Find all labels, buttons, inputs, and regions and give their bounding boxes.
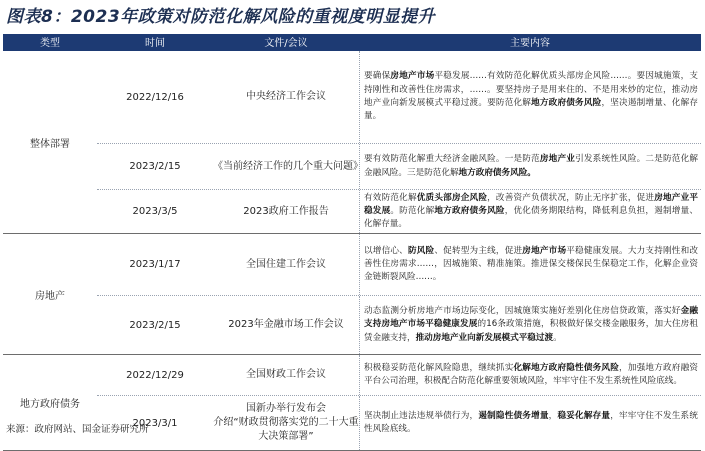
content-emphasis: 地方政府债务风险 [531, 98, 602, 108]
document-cell [213, 396, 359, 450]
table-row [97, 143, 701, 189]
content-text: 。 [553, 332, 562, 343]
content-emphasis: 地方政府债务风险。 [458, 167, 536, 178]
table-row [97, 355, 701, 395]
table-row [97, 51, 701, 143]
content-text: ，加强地方政府融资平台公司治理，积极配合防范化解重要领域风险，牢牢守住不发生系统性风险底线。 [364, 362, 698, 386]
content-cell [359, 296, 701, 354]
content-emphasis: 房地产业平稳发展 [364, 192, 698, 216]
content-cell [359, 190, 701, 233]
content-emphasis: 稳妥化解存量 [557, 410, 611, 421]
table-row [97, 295, 701, 354]
date-cell: 2022/12/29 [126, 369, 184, 381]
content-emphasis: 化解地方政府隐性债务风险 [513, 362, 620, 373]
category-cell: 地方政府债务 [20, 399, 80, 410]
date-cell: 2022/12/16 [126, 91, 184, 103]
content-emphasis: 金融支持房地产市场平稳健康发展 [364, 306, 698, 330]
date-cell: 2023/3/5 [132, 206, 178, 217]
content-text: 要确保 [364, 71, 391, 82]
content-cell [359, 51, 701, 143]
content-emphasis: 优质头部房企风险 [416, 192, 488, 203]
content-text: 积极稳妥防范化解风险隐患，继续抓实 [364, 362, 514, 373]
content-cell [359, 396, 701, 450]
content-text: ，牢牢守住不发生系统性风险底线。 [364, 410, 698, 434]
table-header [3, 36, 701, 51]
document-line: 2023政府工作报告 [243, 205, 329, 217]
content-text: 以增信心、 [364, 245, 408, 256]
figure-title: 图表8：2023年政策对防范化解风险的重视度明显提升 [6, 7, 436, 27]
content-text: 有效防范化解 [364, 192, 417, 203]
content-text: 动态监测分析房地产市场边际变化，因城施策实施好差别化住房信贷政策，落实好 [364, 306, 681, 317]
content-text: ，优化债务期限结构，降低利息负担，遏制增量、化解存量。 [364, 205, 698, 230]
content-emphasis: 房地产市场 [522, 245, 567, 256]
document-line: 全国财政工作会议 [246, 369, 326, 380]
date-cell: 2023/2/15 [129, 319, 181, 331]
table-group [3, 51, 701, 234]
document-line: 大决策部署” [258, 431, 314, 442]
header-type: 类型 [40, 38, 60, 49]
document-cell [213, 144, 363, 189]
content-emphasis: 地方政府债务风险 [434, 205, 505, 216]
table-row [97, 189, 701, 233]
category-cell: 房地产 [35, 290, 65, 302]
header-content: 主要内容 [510, 38, 550, 49]
content-emphasis: 房地产市场 [390, 71, 435, 82]
content-emphasis: 遏制隐性债务增量 [478, 410, 549, 421]
content-text: 引发系统性风险。二是防范化解金融风险。三是防范化解 [364, 154, 698, 178]
content-text: 、促转型为主线，促进 [434, 245, 523, 256]
date-cell: 2023/3/1 [132, 417, 178, 429]
content-text: ，坚决遏制增量、化解存量。 [364, 98, 698, 122]
content-cell [359, 355, 701, 395]
content-text: ，改善资产负债状况，防止无序扩张，促进 [487, 192, 655, 203]
content-emphasis: 推动房地产业向新发展模式平稳过渡 [415, 332, 554, 343]
document-line: 2023年金融市场工作会议 [228, 319, 344, 330]
content-text: 。防范化解 [390, 205, 435, 216]
date-cell: 2023/2/15 [129, 161, 181, 172]
source-note: 来源：政府网站、国金证券研究所 [6, 424, 149, 435]
document-line: 中央经济工作会议 [246, 91, 326, 102]
table-group [3, 355, 701, 451]
header-date: 时间 [145, 38, 165, 49]
content-emphasis: 防风险 [407, 245, 435, 256]
content-emphasis: 房地产业 [539, 154, 576, 165]
table-row [97, 395, 701, 450]
date-cell: 2023/1/17 [129, 259, 181, 270]
table-row [97, 234, 701, 295]
content-text: 坚决制止违法违规举债行为， [364, 410, 479, 421]
table-group [3, 234, 701, 355]
document-cell [213, 296, 359, 354]
document-cell [213, 51, 359, 143]
content-text: ， [548, 410, 558, 421]
content-text: 的16条政策措施，积极做好保交楼金融服务，加大住房租赁金融支持， [364, 319, 698, 343]
category-cell: 整体部署 [30, 138, 70, 150]
document-line: 国新办举行发布会 [246, 403, 326, 414]
content-text: 要有效防范化解重大经济金融风险。一是防范 [364, 154, 540, 165]
document-cell [213, 234, 359, 295]
document-cell [213, 355, 359, 395]
document-cell [213, 190, 359, 233]
header-document: 文件/会议 [264, 38, 308, 49]
content-text: 平稳发展……有效防范化解优质头部房企风险……。要因城施策，支持刚性和改善性住房需求，……。要坚持房子是用来住的、不是用来炒的定位，推动房地产业向新发展模式平稳过渡。要防范化解 [364, 71, 698, 108]
content-text: 平稳健康发展。大力支持刚性和改善性住房需求……，因城施策、精准施策。推进保交楼保民生保稳定工作，化解企业资金链断裂风险……。 [364, 245, 698, 283]
content-cell [359, 144, 701, 189]
table-body [3, 51, 701, 451]
document-line: 全国住建工作会议 [246, 258, 326, 270]
document-line: 《当前经济工作的几个重大问题》 [213, 160, 363, 172]
content-cell [359, 234, 701, 295]
document-line: 介绍“财政贯彻落实党的二十大重 [213, 417, 359, 428]
policy-table [3, 34, 701, 451]
